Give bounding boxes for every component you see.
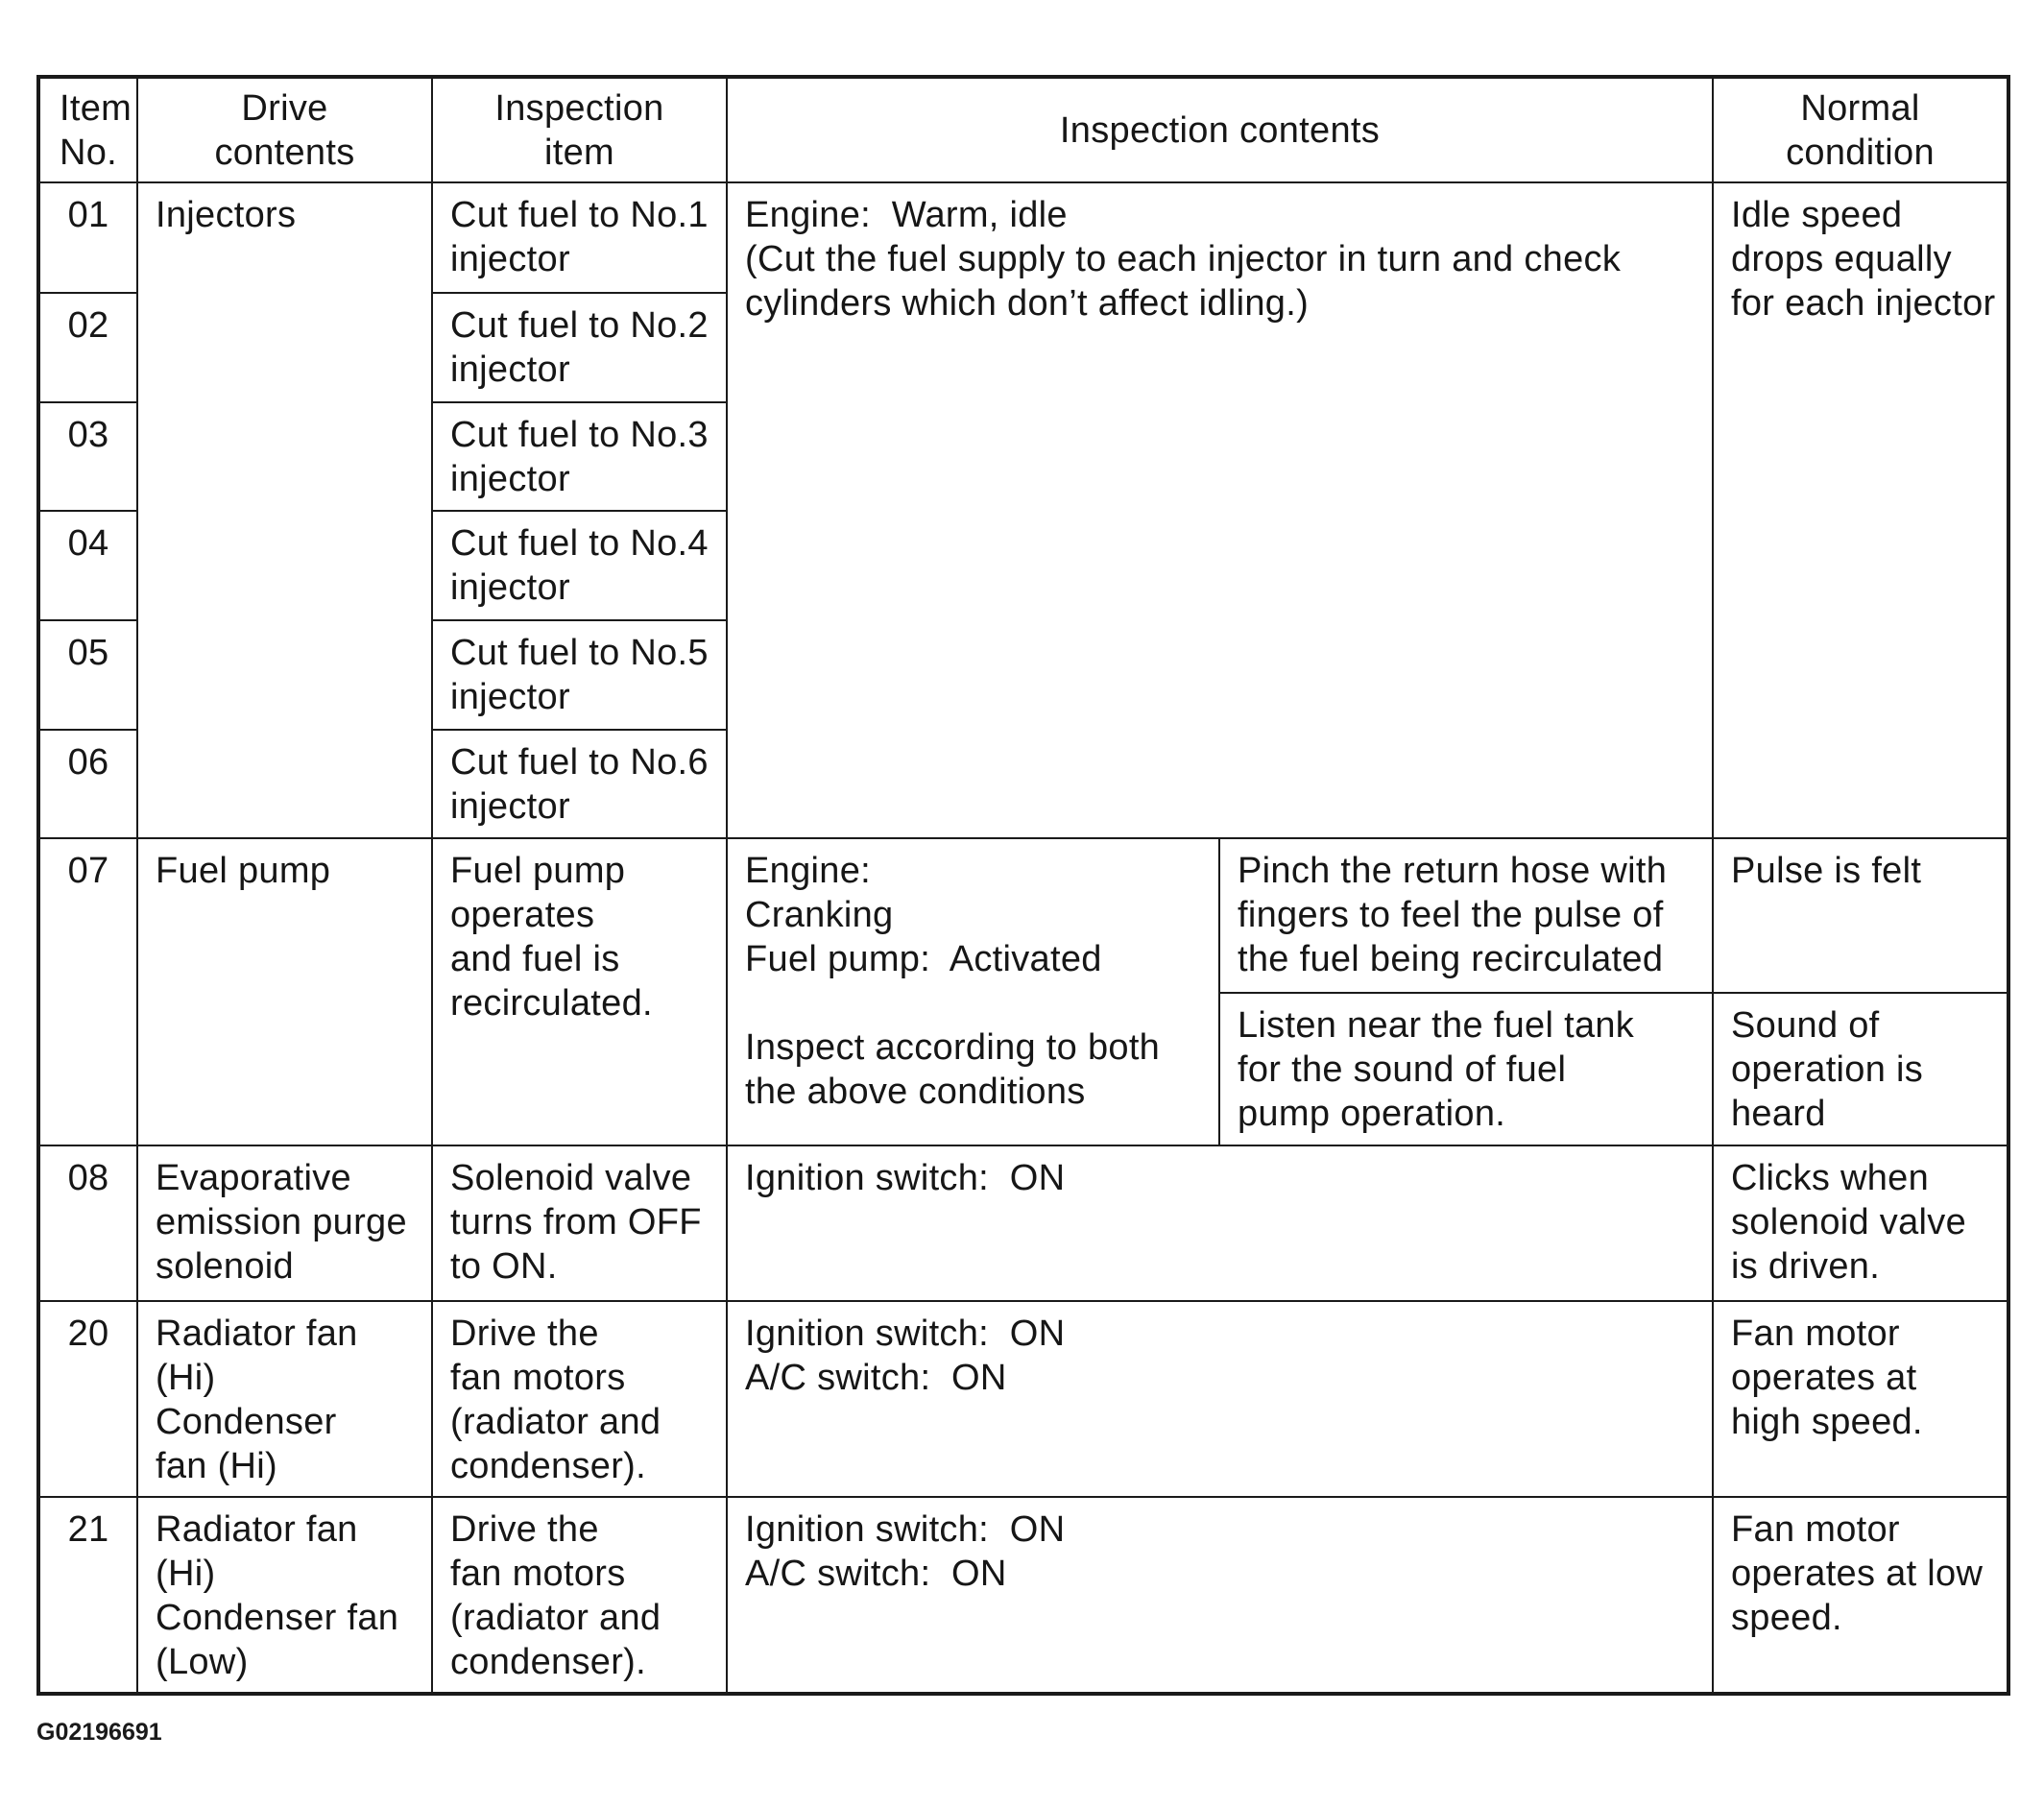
drive-contents-cell: Injectors bbox=[138, 183, 433, 839]
drive-contents-cell: Radiator fan (Hi) Condenser fan (Low) bbox=[138, 1498, 433, 1692]
normal-condition-cell: Clicks when solenoid valve is driven. bbox=[1714, 1146, 2007, 1302]
actuator-test-table bbox=[36, 75, 2010, 1696]
item-no-cell: 01 bbox=[40, 183, 138, 294]
inspection-item-cell: Cut fuel to No.2 injector bbox=[433, 294, 728, 403]
inspection-conditions-cell: Engine: Cranking Fuel pump: Activated Inspect according to both the above conditions bbox=[728, 839, 1220, 1146]
drive-contents-cell: Radiator fan (Hi) Condenser fan (Hi) bbox=[138, 1302, 433, 1498]
item-no-cell: 08 bbox=[40, 1146, 138, 1302]
item-no-cell: 07 bbox=[40, 839, 138, 1146]
normal-condition-cell: Idle speed drops equally for each injector bbox=[1714, 183, 2007, 839]
normal-condition-cell: Fan motor operates at low speed. bbox=[1731, 1509, 1984, 1638]
drive-contents-cell: Fuel pump bbox=[138, 839, 433, 1146]
normal-condition-cell: Pulse is felt bbox=[1714, 839, 2007, 994]
header-inspection-item: Inspection item bbox=[433, 79, 728, 183]
inspection-item-cell: Drive the fan motors (radiator and condenser). bbox=[433, 1302, 728, 1498]
inspection-item-cell: Cut fuel to No.1 injector bbox=[433, 183, 728, 294]
item-no-cell: 05 bbox=[40, 621, 138, 731]
inspection-contents-cell: Engine: Warm, idle (Cut the fuel supply to each injector in turn and check cylinders which don’t affect idling.) bbox=[728, 183, 1714, 839]
item-no-cell: 04 bbox=[40, 512, 138, 621]
inspection-item-cell: Cut fuel to No.3 injector bbox=[433, 403, 728, 512]
header-normal-condition: Normal condition bbox=[1714, 79, 2007, 183]
normal-condition-cell: Fan motor operates at high speed. bbox=[1714, 1302, 2007, 1498]
normal-condition-cell: Sound of operation is heard bbox=[1714, 994, 2007, 1146]
item-no-cell: 20 bbox=[40, 1302, 138, 1498]
header-item-no: Item No. bbox=[40, 79, 138, 183]
drive-contents-cell: Evaporative emission purge solenoid bbox=[138, 1146, 433, 1302]
inspection-method-cell: Pinch the return hose with fingers to feel the pulse of the fuel being recirculated bbox=[1220, 839, 1714, 994]
inspection-contents-cell: Ignition switch: ON A/C switch: ON bbox=[728, 1302, 1714, 1498]
header-drive-contents: Drive contents bbox=[138, 79, 433, 183]
item-no-cell: 02 bbox=[40, 294, 138, 403]
item-no-cell: 06 bbox=[40, 731, 138, 839]
item-no-cell: 21 bbox=[40, 1498, 138, 1692]
inspection-contents-cell: Ignition switch: ON A/C switch: ON bbox=[728, 1498, 1714, 1692]
item-no-cell: 03 bbox=[40, 403, 138, 512]
inspection-item-cell: Fuel pump operates and fuel is recirculated. bbox=[433, 839, 728, 1146]
inspection-item-cell: Cut fuel to No.6 injector bbox=[433, 731, 728, 839]
inspection-method-cell: Listen near the fuel tank for the sound of fuel pump operation. bbox=[1220, 994, 1714, 1146]
inspection-item-cell: Cut fuel to No.4 injector bbox=[433, 512, 728, 621]
figure-id: G02196691 bbox=[36, 1719, 162, 1746]
inspection-item-cell: Drive the fan motors (radiator and condenser). bbox=[433, 1498, 728, 1692]
inspection-item-cell: Solenoid valve turns from OFF to ON. bbox=[433, 1146, 728, 1302]
header-inspection-contents: Inspection contents bbox=[728, 79, 1714, 183]
inspection-contents-cell: Ignition switch: ON bbox=[728, 1146, 1714, 1302]
inspection-item-cell: Cut fuel to No.5 injector bbox=[433, 621, 728, 731]
